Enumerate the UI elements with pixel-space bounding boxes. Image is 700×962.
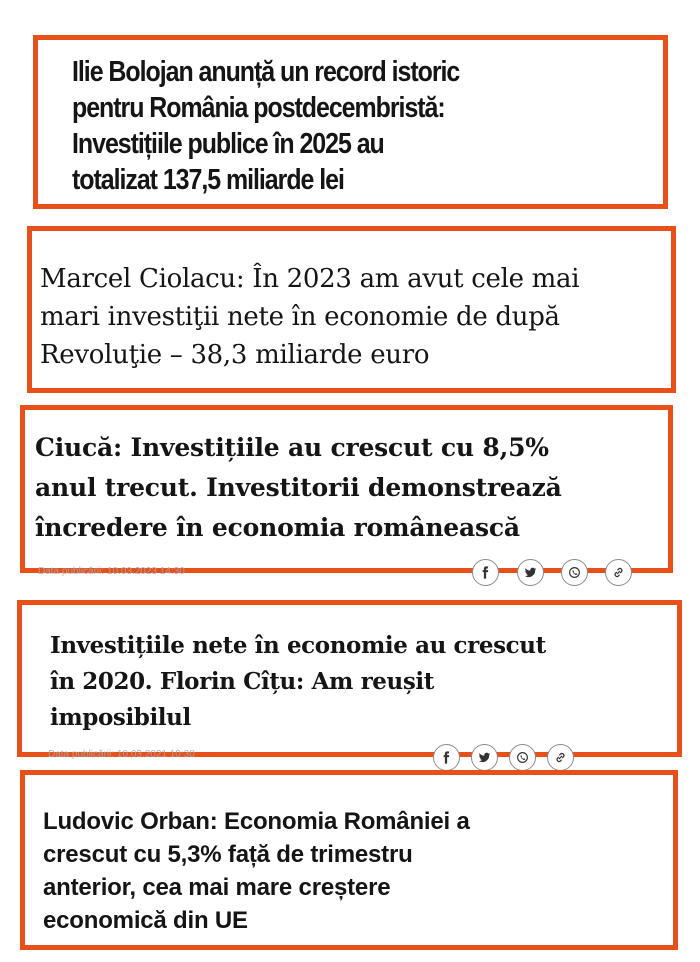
headline-line: Investițiile nete în economie au crescut bbox=[50, 632, 546, 659]
headline-line: crescut cu 5,3% față de trimestru bbox=[43, 841, 413, 868]
headline-line: anterior, cea mai mare creștere bbox=[43, 874, 391, 901]
link-icon[interactable] bbox=[605, 559, 632, 586]
publish-date: Data publicării: 10.03.2023 14:30 bbox=[38, 566, 185, 577]
headline-orban[interactable] bbox=[43, 805, 643, 937]
headline-card-ciuca bbox=[20, 405, 673, 573]
headline-ciolacu[interactable] bbox=[40, 260, 680, 374]
headline-citu[interactable] bbox=[50, 628, 650, 736]
headline-ciuca[interactable] bbox=[35, 428, 675, 548]
headline-line: imposibilul bbox=[50, 704, 191, 731]
facebook-icon[interactable] bbox=[433, 744, 460, 771]
publish-date: Data publicării: 10.03.2021 10:30 bbox=[48, 749, 195, 760]
headline-line: Ilie Bolojan anunță un record istoric bbox=[72, 56, 460, 88]
headline-line: Revoluţie – 38,3 miliarde euro bbox=[40, 340, 430, 370]
headline-line: Marcel Ciolacu: În 2023 am avut cele mai bbox=[40, 264, 580, 294]
headline-line: Investițiile publice în 2025 au bbox=[72, 128, 384, 160]
whatsapp-icon[interactable] bbox=[561, 559, 588, 586]
twitter-icon[interactable] bbox=[517, 559, 544, 586]
headline-card-orban bbox=[20, 770, 678, 950]
headline-line: pentru România postdecembristă: bbox=[72, 92, 445, 124]
headline-card-ciolacu bbox=[27, 226, 676, 393]
facebook-icon[interactable] bbox=[472, 559, 499, 586]
headline-line: Ciucă: Investițiile au crescut cu 8,5% bbox=[35, 433, 549, 462]
headline-line: încredere în economia românească bbox=[35, 513, 520, 542]
headline-line: totalizat 137,5 miliarde lei bbox=[72, 164, 344, 196]
link-icon[interactable] bbox=[547, 744, 574, 771]
headline-line: în 2020. Florin Cîțu: Am reușit bbox=[50, 668, 434, 695]
headline-bolojan[interactable] bbox=[72, 54, 657, 198]
twitter-icon[interactable] bbox=[471, 744, 498, 771]
headline-card-bolojan bbox=[33, 35, 668, 209]
headline-line: Ludovic Orban: Economia României a bbox=[43, 808, 470, 835]
headline-card-citu bbox=[17, 600, 682, 757]
whatsapp-icon[interactable] bbox=[509, 744, 536, 771]
headline-line: mari investiţii nete în economie de după bbox=[40, 302, 560, 332]
headline-line: anul trecut. Investitorii demonstrează bbox=[35, 473, 562, 502]
headline-line: economică din UE bbox=[43, 907, 248, 934]
